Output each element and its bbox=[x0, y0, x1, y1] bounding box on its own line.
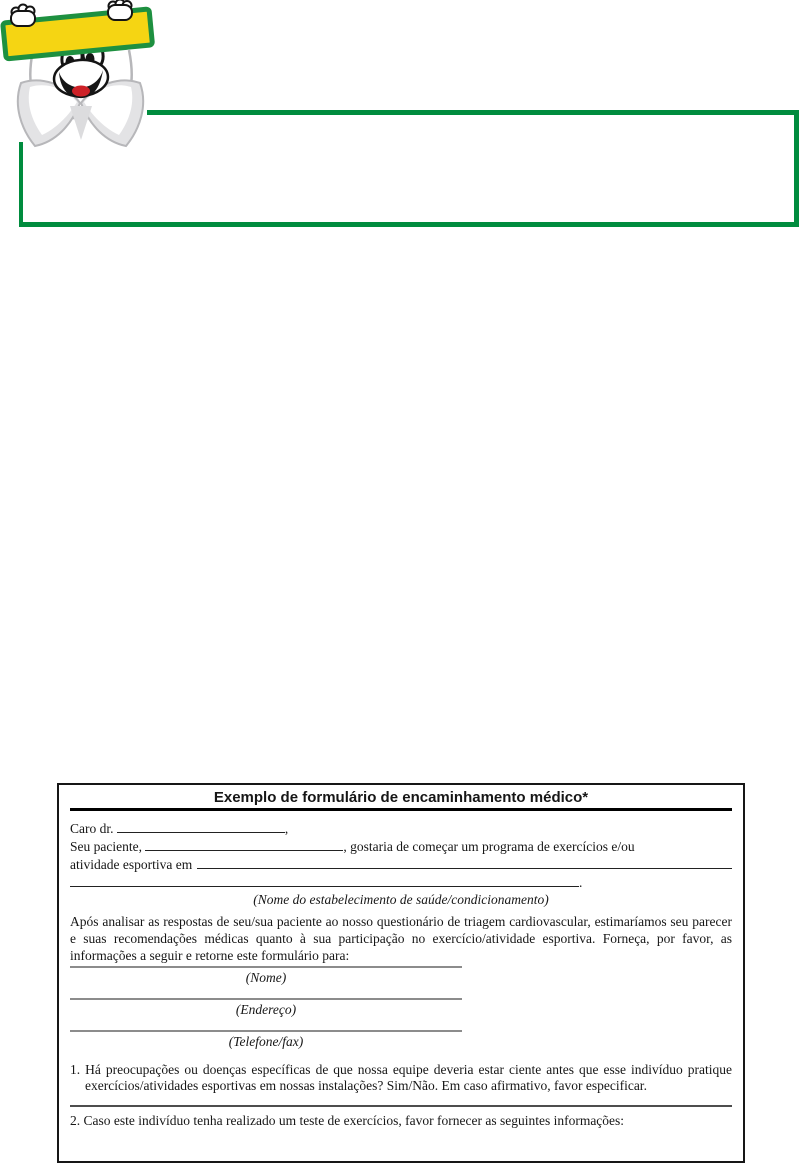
establishment-blank-2 bbox=[70, 873, 579, 887]
smiling-book-mascot-icon bbox=[0, 0, 172, 158]
establishment-line bbox=[70, 873, 732, 891]
salutation-suffix: , bbox=[284, 821, 289, 836]
field-phone bbox=[70, 1030, 462, 1050]
question-item-2: 2. Caso este indivíduo tenha realizado um teste de exercícios, favor fornecer as seguintes informações: bbox=[70, 1113, 625, 1128]
salutation-line bbox=[70, 819, 732, 837]
phone-caption: (Telefone/fax) bbox=[228, 1034, 304, 1049]
question-item-1: 1. Há preocupações ou doenças específicas de que nossa equipe deveria estar ciente antes que esse indivíduo pratique exercícios/atividades esportivas em nossas instalações? Sim/Não. Em caso afirmativo, favor especificar. bbox=[70, 1062, 732, 1093]
green-box-border-bottom bbox=[19, 222, 799, 227]
name-blank-line bbox=[70, 966, 462, 968]
title-rule bbox=[70, 808, 732, 811]
form-paragraph: Após analisar as respostas de seu/sua paciente ao nosso questionário de triagem cardiovascular, estimaríamos seu parecer e suas recomendações médicas quanto à sua participação no exercício/atividade esportiva. Forneça, por favor, as informações a seguir e retorne este formulário para: bbox=[70, 914, 732, 963]
form-title: Exemplo de formulário de encaminhamento médico* bbox=[213, 789, 589, 806]
question-1-blank-line bbox=[70, 1105, 732, 1107]
patient-line bbox=[70, 837, 732, 855]
mascot-tongue bbox=[72, 86, 90, 97]
form-intro bbox=[70, 819, 732, 908]
activity-line bbox=[70, 855, 732, 873]
patient-prefix: Seu paciente, bbox=[70, 839, 142, 854]
activity-prefix: atividade esportiva em bbox=[70, 857, 193, 872]
right-glove-icon bbox=[108, 0, 132, 20]
patient-name-blank bbox=[145, 837, 343, 851]
patient-suffix: , gostaria de começar um programa de exercícios e/ou bbox=[343, 839, 635, 854]
green-box-border-right bbox=[794, 110, 799, 227]
salutation-prefix: Caro dr. bbox=[70, 821, 114, 836]
address-caption: (Endereço) bbox=[235, 1002, 297, 1017]
phone-blank-line bbox=[70, 1030, 462, 1032]
field-address bbox=[70, 998, 462, 1018]
green-box-border-top bbox=[147, 110, 799, 115]
establishment-caption: (Nome do estabelecimento de saúde/condicionamento) bbox=[253, 892, 549, 907]
contact-fields bbox=[70, 966, 732, 1050]
name-caption: (Nome) bbox=[245, 970, 287, 985]
establishment-period: . bbox=[579, 875, 583, 890]
medical-referral-form bbox=[57, 783, 745, 1163]
doctor-name-blank bbox=[117, 819, 285, 833]
left-glove-icon bbox=[11, 5, 35, 27]
green-box-border-left bbox=[19, 142, 23, 227]
address-blank-line bbox=[70, 998, 462, 1000]
book-center-fold bbox=[70, 106, 92, 140]
field-name bbox=[70, 966, 462, 986]
establishment-blank-1 bbox=[197, 855, 732, 869]
